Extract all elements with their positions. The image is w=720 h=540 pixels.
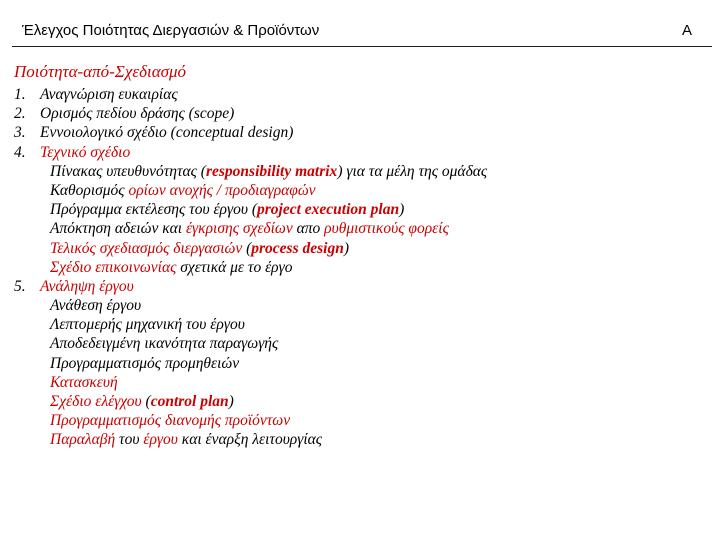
sub-list-item (14, 258, 704, 277)
sub-list-item (14, 373, 704, 392)
list-item-text: project execution plan (257, 201, 400, 219)
list-item-text: ) (228, 393, 234, 410)
numbered-list-item (14, 104, 704, 123)
numbered-list-item (14, 143, 704, 162)
list-item-text: ) (399, 201, 405, 219)
content-area (14, 60, 704, 450)
page-title: Έλεγχος Ποιότητας Διεργασιών & Προϊόντων (22, 22, 320, 39)
list-item-text: Προγραμματισμός διανομής προϊόντων (50, 412, 291, 430)
sub-list-item (14, 430, 704, 449)
list-item-text: έγκρισης σχεδίων (185, 220, 293, 238)
sub-list-item (14, 296, 704, 315)
list-item-text: Αποδεδειγμένη ικανότητα παραγωγής (50, 335, 279, 353)
list-item-text: responsibility matrix (205, 162, 338, 180)
outline-list (14, 85, 704, 450)
list-item-text: control plan (150, 393, 229, 410)
sub-list-item (14, 334, 704, 353)
list-item-text: ( (141, 393, 151, 410)
numbered-list-item (14, 123, 704, 142)
list-item-text: ) (343, 239, 349, 257)
list-number: 4. (14, 143, 26, 161)
sub-list-item (14, 219, 704, 238)
list-item-text: Λεπτομερής μηχανική του έργου (50, 316, 245, 334)
list-item-text: Σχέδιο ελέγχου (50, 393, 142, 410)
sub-list-item (14, 411, 704, 430)
numbered-list-item (14, 85, 704, 104)
list-item-text: ( (242, 239, 252, 257)
header-divider (12, 46, 712, 47)
list-number: 1. (14, 86, 26, 103)
list-item-text: έργου (143, 431, 178, 449)
list-item-text: Καθορισμός (50, 181, 129, 199)
list-number: 3. (14, 124, 26, 142)
list-item-text: Εννοιολογικό σχέδιο (conceptual design) (40, 124, 294, 142)
list-item-text: process design (251, 239, 344, 257)
list-item-text: ρυθμιστικούς φορείς (324, 220, 449, 238)
list-item-text: Πίνακας υπευθυνότητας ( (50, 162, 206, 180)
sub-list-item (14, 200, 704, 219)
list-item-text: Ανάθεση έργου (50, 297, 142, 315)
list-item-text: Πρόγραμμα εκτέλεσης του έργου ( (50, 201, 258, 219)
list-item-text: Παραλαβή (50, 431, 116, 449)
list-item-text: του (115, 431, 144, 449)
list-item-text: Ανάληψη έργου (40, 277, 134, 295)
list-item-text: Τελικός σχεδιασμός διεργασιών (50, 239, 243, 257)
list-item-text: Τεχνικό σχέδιο (40, 143, 131, 161)
list-item-text: Απόκτηση αδειών και (50, 220, 186, 238)
sub-list-item (14, 354, 704, 373)
list-item-text: Αναγνώριση ευκαιρίας (40, 86, 178, 103)
list-number: 2. (14, 105, 26, 123)
list-item-text: σχετικά με το έργο (176, 258, 293, 276)
list-number: 5. (14, 277, 26, 295)
list-item-text: Σχέδιο επικοινωνίας (50, 258, 177, 276)
list-item-text: ) για τα μέλη της ομάδας (337, 162, 488, 180)
sub-list-item (14, 315, 704, 334)
sub-list-item (14, 392, 704, 411)
list-item-text: Ορισμός πεδίου δράσης (scope) (40, 105, 235, 123)
sub-list-item (14, 162, 704, 181)
sub-list-item (14, 239, 704, 258)
section-title: Ποιότητα-από-Σχεδιασμό (14, 62, 187, 81)
list-item-text: ορίων ανοχής / προδιαγραφών (128, 181, 316, 199)
list-item-text: απο (292, 220, 325, 238)
list-item-text: Κατασκευή (50, 373, 118, 391)
list-item-text: και έναρξη λειτουργίας (177, 431, 323, 449)
sub-list-item (14, 181, 704, 200)
list-item-text: Προγραμματισμός προμηθειών (50, 354, 240, 372)
numbered-list-item (14, 277, 704, 296)
header-mark: Α (681, 22, 692, 39)
